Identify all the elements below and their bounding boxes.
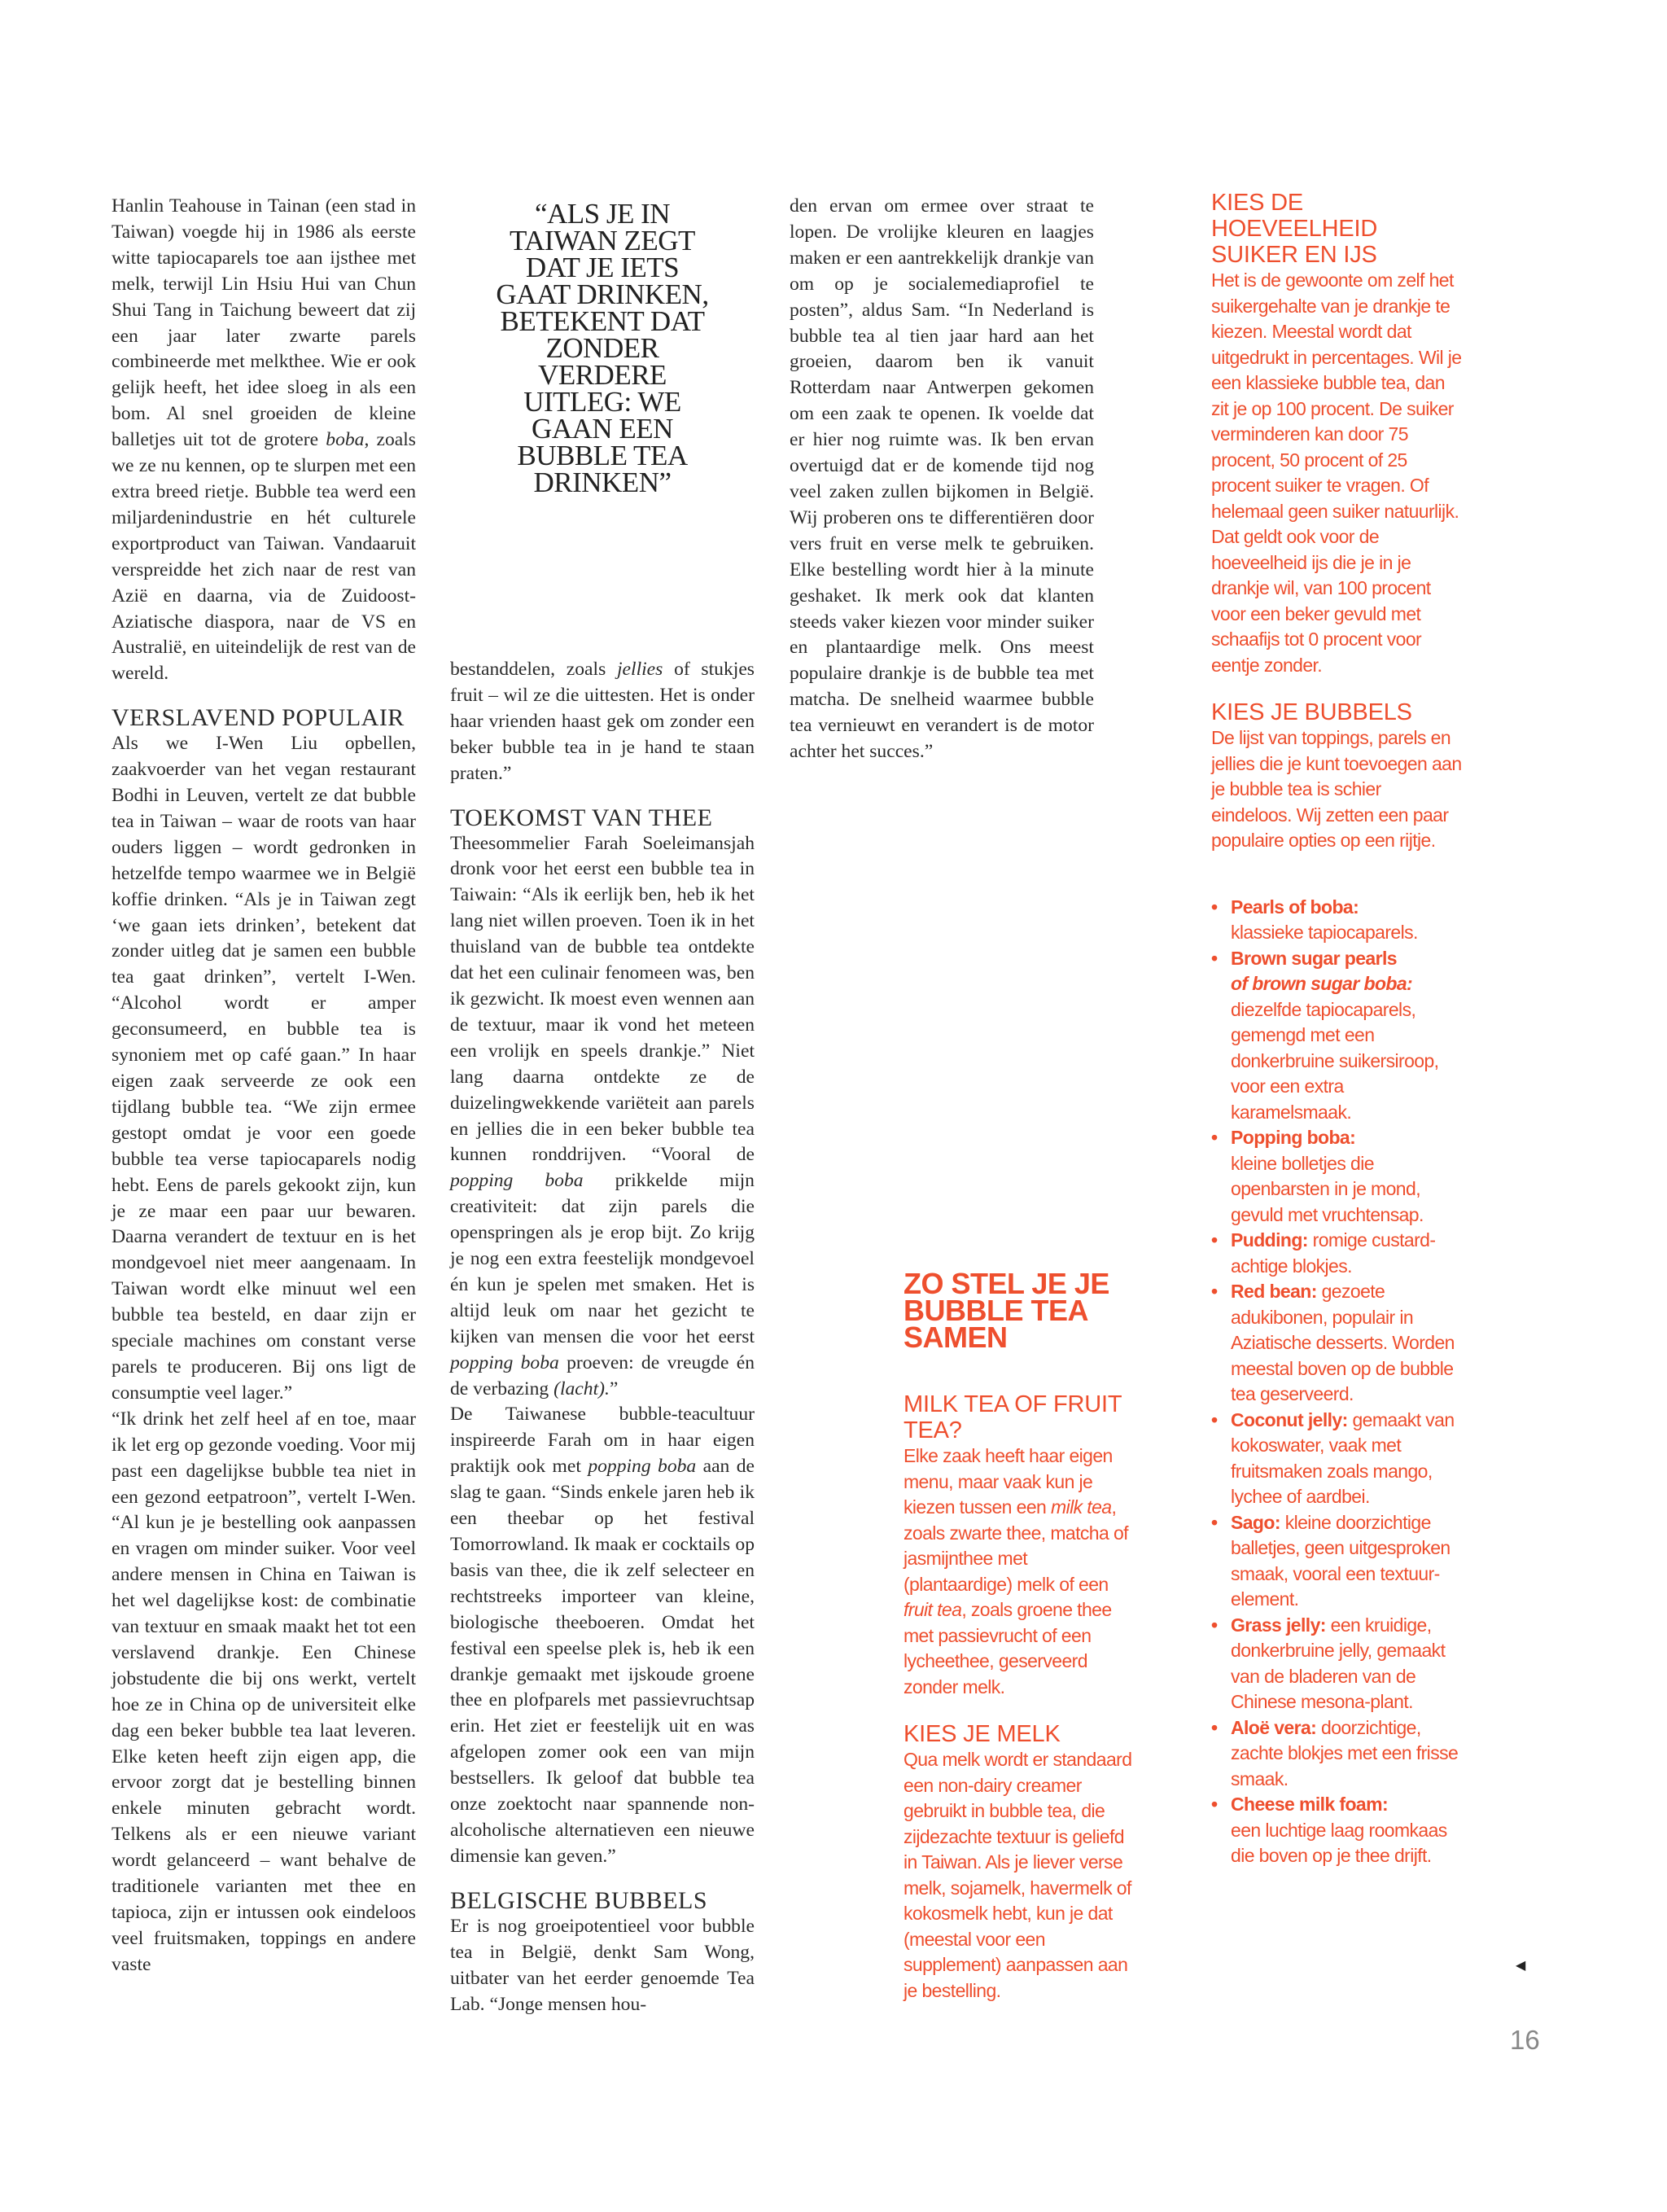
paragraph: Als we I-Wen Liu opbellen, zaakvoerder van het vegan restaurant Bodhi in Leuven, vertelt ze dat bubble tea in Taiwan – waar de roots van haar ouders liggen – wordt gedronken in hetzelfde tempo waarmee we in België koffie drinken. “Als je in Taiwan zegt ‘we gaan iets drinken’, betekent dat zonder uitleg dat je samen een bubble tea gaat drinken”, vertelt I-Wen. “Alcohol wordt er amper geconsumeerd, en bubble tea is synoniem met op café gaan.” In haar eigen zaak serveerde ze ook een tijdlang bubble tea. “We zijn ermee gestopt omdat je voor een goede bubble tea verse tapiocaparels nodig hebt. Eens de parels gekookt zijn, kun je ze maar een paar uur bewaren. Daarna verandert de textuur en is het mondgevoel niet meer aangenaam. In Taiwan wordt elke minuut wel een bubble tea besteld, en daar zijn er speciale machines om constant verse parels te produceren. Bij ons ligt de consumptie veel lager.” xyxy=(112,733,416,1404)
sidebar-text: Elke zaak heeft haar eigen menu, maar vaak kun je kiezen tussen een milk tea, zoals zwarte thee, matcha of jasmijnthee met (plantaardige) melk of een fruit tea, zoals groene thee met passievrucht of een lycheethee, geserveerd zonder melk. xyxy=(904,1445,1128,1697)
list-item: • Grass jelly: een kruidige, donkerbruine jelly, gemaakt van de bladeren van de Chinese mesona-plant. xyxy=(1211,1613,1464,1715)
list-item: • Brown sugar pearls of brown sugar boba: diezelfde tapiocaparels, gemengd met een donkerbruine suikersiroop, voor een extra karamelsmaak. xyxy=(1211,946,1464,1126)
list-item: • Red bean: gezoete adukibonen, populair in Aziatische desserts. Worden meestal boven op de bubble tea geserveerd. xyxy=(1211,1279,1464,1408)
list-item: • Aloë vera: doorzichtige, zachte blokjes met een frisse smaak. xyxy=(1211,1715,1464,1793)
paragraph: “Ik drink het zelf heel af en toe, maar ik let erg op gezonde voeding. Voor mij past een dagelijkse bubble tea niet in een gezond eetpatroon”, vertelt I-Wen. “Al kun je je bestelling ook aanpassen en vragen om minder suiker. Voor veel andere mensen in China en Taiwan is het wel dagelijkse kost: de combinatie van textuur en smaak maakt het tot een verslavend drankje. Een Chinese jobstudente die bij ons werkt, vertelt hoe ze in China op de universiteit elke dag een beker bubble tea laat leveren. Elke keten heeft zijn eigen app, die ervoor zorgt dat je bestelling binnen enkele minuten gebracht wordt. Telkens als er een nieuwe variant wordt gelanceerd – want behalve de traditionele varianten met thee en tapioca, zijn er intussen ook eindeloos veel fruitsmaken, toppings en andere vaste xyxy=(112,1408,416,1975)
sidebar-text: De lijst van toppings, parels en jellies die je kunt toevoegen aan je bubble tea is schier eindeloos. Wij zetten een paar populaire opties op een rijtje. xyxy=(1211,727,1462,851)
toppings-list xyxy=(1211,895,1464,1869)
sidebar-heading: MILK TEA OF FRUIT TEA? xyxy=(904,1391,1122,1443)
paragraph: bestanddelen, zoals jellies of stukjes fruit – wil ze die uittesten. Het is onder haar vrienden haast gek om zonder een beker bubble tea in je hand te staan praten.” xyxy=(450,659,755,784)
sidebar-heading: KIES DE HOEVEELHEID SUIKER EN IJS xyxy=(1211,190,1378,268)
paragraph: den ervan om ermee over straat te lopen. De vrolijke kleuren en laagjes maken er een aantrekkelijk drankje van om op je socialemediaprofiel te posten”, aldus Sam. “In Nederland is bubble tea al tien jaar hard aan het groeien, daarom ben ik vanuit Rotterdam naar Antwerpen gekomen om een zaak te openen. Ik voelde dat er hier nog ruimte was. Ik ben ervan overtuigd dat er de komende tijd nog veel zaken zullen bijkomen in België. Wij proberen ons te differentiëren door vers fruit en verse melk te gebruiken. Elke bestelling wordt hier à la minute geshaket. Ik merk ook dat klanten steeds vaker kiezen voor minder suiker en plantaardige melk. Ons meest populaire drankje is de bubble tea met matcha. De snelheid waarmee bubble tea vernieuwt en verandert is de motor achter het succes.” xyxy=(790,195,1094,763)
paragraph: Theesommelier Farah Soeleimansjah dronk voor het eerst een bubble tea in Taiwain: “Als ik eerlijk ben, heb ik het lang niet willen proeven. Toen ik in het thuisland van de bubble tea ontdekte dat het een culinair fenomeen was, ben ik gezwicht. Ik moest even wennen aan de textuur, maar ik vond het meteen een vrolijk en speels drankje.” Niet lang daarna ontdekte ze de duizelingwekkende variëteit aan parels en jellies die in een beker bubble tea kunnen ronddrijven. “Vooral de popping boba prikkelde mijn creativiteit: dat zijn parels die openspringen als je erop bijt. Zo krijg je nog een extra feestelijk mondgevoel én kun je spelen met smaken. Het is altijd leuk om naar het gezicht te kijken van mensen die voor het eerst popping boba proeven: de vreugde én de verbazing (lacht).” xyxy=(450,832,755,1399)
pull-quote: “ALS JE IN TAIWAN ZEGT DAT JE IETS GAAT DRINKEN, BETEKENT DAT ZONDER VERDERE UITLEG: WE GAAN EEN BUBBLE TEA DRINKEN” xyxy=(496,198,709,498)
section-heading: TOEKOMST VAN THEE xyxy=(450,804,713,831)
sidebar-heading: KIES JE BUBBELS xyxy=(1211,699,1412,725)
page-number: 16 xyxy=(1510,2025,1540,2055)
paragraph: Hanlin Teahouse in Tainan (een stad in Taiwan) voegde hij in 1986 als eerste witte tapiocaparels toe aan ijsthee met melk, terwijl Lin Hsiu Hui van Chun Shui Tang in Taichung beweert dat zij een jaar later zwarte parels combineerde met melkthee. Wie er ook gelijk heeft, het idee sloeg in als een bom. Al snel groeiden de kleine balletjes uit tot de grotere boba, zoals we ze nu kennen, op te slurpen met een extra breed rietje. Bubble tea werd een miljardenindustrie en hét culturele exportproduct van Taiwan. Vandaaruit verspreidde het zich naar de rest van Azië en daarna, via de Zuidoost-Aziatische diaspora, naar de VS en Australië, en uiteindelijk de rest van de wereld. xyxy=(112,195,416,685)
sidebar-text: Qua melk wordt er standaard een non-dairy creamer gebruikt in bubble tea, die zijdezachte textuur is geliefd in Taiwan. Als je liever verse melk, sojamelk, havermelk of kokosmelk hebt, kun je dat (meestal voor een supplement) aanpassen aan je bestelling. xyxy=(904,1749,1132,2001)
list-item: • Coconut jelly: gemaakt van kokoswater, vaak met fruitsmaken zoals mango, lychee of aardbei. xyxy=(1211,1408,1464,1510)
sidebar-build-bubble-tea xyxy=(904,1267,1138,2004)
list-item: • Pudding: romige custard-achtige blokjes. xyxy=(1211,1228,1464,1279)
sidebar-tips xyxy=(1211,190,1464,1869)
paragraph: Er is nog groeipotentieel voor bubble tea in België, denkt Sam Wong, uitbater van het eerder genoemde Tea Lab. “Jonge mensen hou- xyxy=(450,1915,755,2015)
article-column-2 xyxy=(450,657,755,2017)
sidebar-heading: KIES JE MELK xyxy=(904,1721,1061,1747)
sidebar-text: Het is de gewoonte om zelf het suikergehalte van je drankje te kiezen. Meestal wordt dat uitgedrukt in percentages. Wil je een klassieke bubble tea, dan zit je op 100 procent. De suiker verminderen kan door 75 procent, 50 procent of 25 procent suiker te vragen. Of helemaal geen suiker natuurlijk. Dat geldt ook voor de hoeveelheid ijs die je in je drankje wil, van 100 procent voor een beker gevuld met schaafijs tot 0 procent voor eentje zonder. xyxy=(1211,269,1462,676)
article-column-1 xyxy=(112,194,416,1978)
section-heading: VERSLAVEND POPULAIR xyxy=(112,704,405,732)
list-item: • Popping boba: kleine bolletjes die openbarsten in je mond, gevuld met vruchtensap. xyxy=(1211,1125,1464,1228)
list-item: • Sago: kleine doorzichtige balletjes, geen uitgesproken smaak, vooral een textuur-element. xyxy=(1211,1510,1464,1613)
paragraph: De Taiwanese bubble-teacultuur inspireerde Farah om in haar eigen praktijk ook met popping boba aan de slag te gaan. “Sinds enkele jaren heb ik een theebar op het festival Tomorrowland. Ik maak er cocktails op basis van thee, die ik zelf selecteer en rechtstreeks importeer van kleine, biologische theeboeren. Omdat het festival een speelse plek is, heb ik een drankje gemaakt met ijskoude groene thee en plofparels met passievruchtsap erin. Het ziet er feestelijk uit en was afgelopen zomer ook een van mijn bestsellers. Ik geloof dat bubble tea onze zoektocht naar spannende non-alcoholische alternatieven een nieuwe dimensie kan geven.” xyxy=(450,1404,755,1867)
sidebar-title: ZO STEL JE JE BUBBLE TEA SAMEN xyxy=(904,1267,1109,1354)
section-heading: BELGISCHE BUBBELS xyxy=(450,1886,708,1914)
list-item: • Pearls of boba: klassieke tapiocaparels. xyxy=(1211,895,1464,946)
end-marker-arrow-icon: ◀ xyxy=(1516,1957,1526,1973)
list-item: • Cheese milk foam: een luchtige laag roomkaas die boven op je thee drijft. xyxy=(1211,1792,1464,1869)
article-column-3 xyxy=(790,194,1094,765)
